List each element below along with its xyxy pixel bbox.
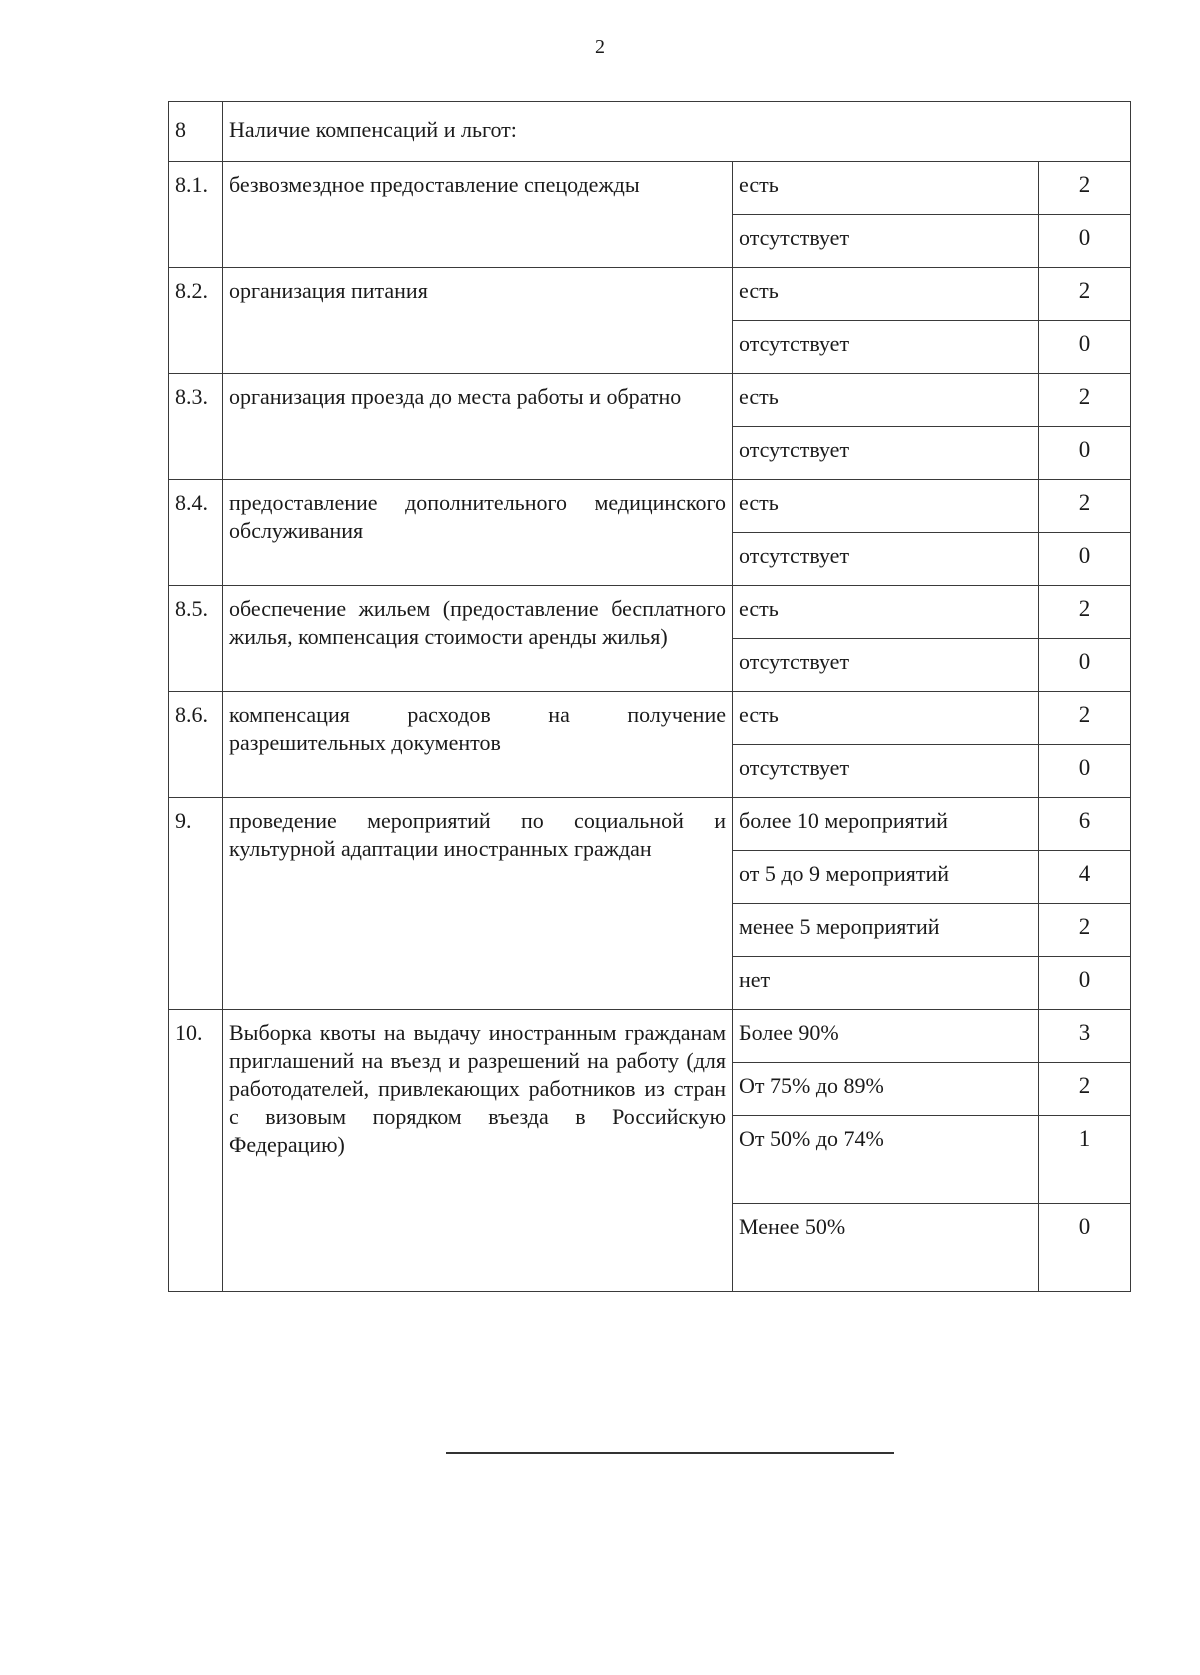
criterion-description: проведение мероприятий по социальной и культурной адаптации иностранных граждан bbox=[223, 798, 733, 1010]
criterion-number: 8.6. bbox=[169, 692, 223, 798]
option-label: отсутствует bbox=[733, 639, 1039, 692]
option-score: 1 bbox=[1039, 1116, 1131, 1204]
option-score: 0 bbox=[1039, 533, 1131, 586]
criterion-number: 10. bbox=[169, 1010, 223, 1292]
option-score: 2 bbox=[1039, 692, 1131, 745]
option-score: 3 bbox=[1039, 1010, 1131, 1063]
option-score: 0 bbox=[1039, 639, 1131, 692]
option-label: отсутствует bbox=[733, 321, 1039, 374]
option-label: от 5 до 9 мероприятий bbox=[733, 851, 1039, 904]
option-label: отсутствует bbox=[733, 533, 1039, 586]
criterion-description: Выборка квоты на выдачу иностранным гражданам приглашений на въезд и разрешений на работу (для работодателей, привлекающих работников из стран с визовым порядком въезда в Российскую Федерацию) bbox=[223, 1010, 733, 1292]
criterion-description: предоставление дополнительного медицинского обслуживания bbox=[223, 480, 733, 586]
option-score: 4 bbox=[1039, 851, 1131, 904]
section-header-row bbox=[169, 102, 1131, 162]
option-label: менее 5 мероприятий bbox=[733, 904, 1039, 957]
option-score: 0 bbox=[1039, 1204, 1131, 1292]
option-score: 0 bbox=[1039, 957, 1131, 1010]
option-label: отсутствует bbox=[733, 427, 1039, 480]
criterion-description: организация питания bbox=[223, 268, 733, 374]
option-score: 2 bbox=[1039, 374, 1131, 427]
criterion-description: организация проезда до места работы и обратно bbox=[223, 374, 733, 480]
option-score: 2 bbox=[1039, 1063, 1131, 1116]
criterion-number: 8.1. bbox=[169, 162, 223, 268]
option-label: есть bbox=[733, 586, 1039, 639]
option-score: 0 bbox=[1039, 427, 1131, 480]
option-label: есть bbox=[733, 374, 1039, 427]
criterion-number: 9. bbox=[169, 798, 223, 1010]
option-label: есть bbox=[733, 480, 1039, 533]
criteria-table-body bbox=[169, 102, 1131, 1292]
criterion-row bbox=[169, 268, 1131, 321]
criterion-row bbox=[169, 692, 1131, 745]
criterion-number: 8.4. bbox=[169, 480, 223, 586]
criterion-description: безвозмездное предоставление спецодежды bbox=[223, 162, 733, 268]
option-label: есть bbox=[733, 162, 1039, 215]
option-score: 2 bbox=[1039, 268, 1131, 321]
criterion-row bbox=[169, 798, 1131, 851]
option-label: нет bbox=[733, 957, 1039, 1010]
option-score: 0 bbox=[1039, 321, 1131, 374]
option-label: Менее 50% bbox=[733, 1204, 1039, 1292]
criterion-number: 8.2. bbox=[169, 268, 223, 374]
option-score: 6 bbox=[1039, 798, 1131, 851]
criterion-row bbox=[169, 586, 1131, 639]
option-label: От 50% до 74% bbox=[733, 1116, 1039, 1204]
criterion-description: компенсация расходов на получение разрешительных документов bbox=[223, 692, 733, 798]
option-score: 2 bbox=[1039, 480, 1131, 533]
criterion-number: 8.3. bbox=[169, 374, 223, 480]
option-label: отсутствует bbox=[733, 745, 1039, 798]
section-number: 8 bbox=[169, 102, 223, 162]
option-label: отсутствует bbox=[733, 215, 1039, 268]
criterion-description: обеспечение жильем (предоставление бесплатного жилья, компенсация стоимости аренды жилья) bbox=[223, 586, 733, 692]
criterion-row bbox=[169, 480, 1131, 533]
criterion-row bbox=[169, 1010, 1131, 1063]
end-of-document-line bbox=[446, 1452, 894, 1454]
option-score: 0 bbox=[1039, 215, 1131, 268]
option-label: есть bbox=[733, 692, 1039, 745]
criteria-table bbox=[168, 101, 1131, 1292]
option-label: Более 90% bbox=[733, 1010, 1039, 1063]
option-label: более 10 мероприятий bbox=[733, 798, 1039, 851]
criterion-number: 8.5. bbox=[169, 586, 223, 692]
option-score: 2 bbox=[1039, 586, 1131, 639]
option-label: От 75% до 89% bbox=[733, 1063, 1039, 1116]
option-score: 2 bbox=[1039, 162, 1131, 215]
page-number: 2 bbox=[595, 36, 605, 58]
option-score: 0 bbox=[1039, 745, 1131, 798]
criterion-row bbox=[169, 162, 1131, 215]
option-label: есть bbox=[733, 268, 1039, 321]
criterion-row bbox=[169, 374, 1131, 427]
section-title: Наличие компенсаций и льгот: bbox=[223, 102, 1131, 162]
option-score: 2 bbox=[1039, 904, 1131, 957]
